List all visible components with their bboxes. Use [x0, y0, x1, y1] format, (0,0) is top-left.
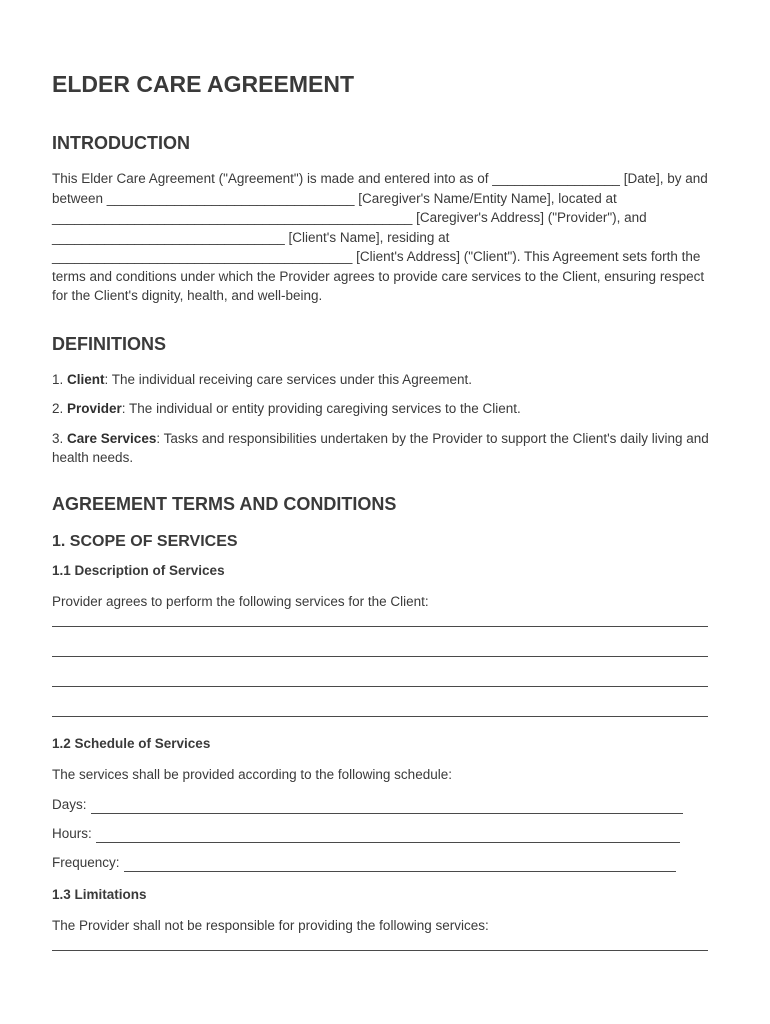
definition-text: : The individual or entity providing caregiving services to the Client.	[121, 401, 521, 416]
frequency-row	[52, 853, 712, 872]
limitations-blank-line-1[interactable]	[52, 949, 708, 951]
terms-heading: AGREEMENT TERMS AND CONDITIONS	[52, 493, 397, 514]
frequency-field[interactable]	[124, 857, 676, 872]
frequency-label: Frequency:	[52, 854, 120, 870]
scope-heading: 1. SCOPE OF SERVICES	[52, 532, 238, 550]
days-label: Days:	[52, 796, 87, 812]
definition-item	[52, 370, 712, 390]
limitations-text: The Provider shall not be responsible for providing the following services:	[52, 917, 489, 933]
document-title: ELDER CARE AGREEMENT	[52, 71, 354, 97]
limitations-heading: 1.3 Limitations	[52, 886, 147, 902]
description-blank-line-4[interactable]	[52, 715, 708, 717]
description-blank-line-3[interactable]	[52, 685, 708, 687]
hours-label: Hours:	[52, 825, 92, 841]
days-field[interactable]	[91, 799, 683, 814]
definition-number: 3.	[52, 430, 68, 446]
description-blank-line-2[interactable]	[52, 655, 708, 657]
introduction-paragraph: This Elder Care Agreement ("Agreement") is made and entered into as of _________________ [Date], by and between _________________________________ [Caregiver's Name/Entity Name], located at ________________________________________________ [Caregiver's Address] ("Provider"), and _______________________________ [Client's Name], residing at ________________________________________ [Client's Address] ("Client"). This Agreement sets forth the terms and conditions under which the Provider agrees to provide care services to the Client, ensuring respect for the Client's dignity, health, and well-being.	[52, 171, 708, 303]
days-row	[52, 795, 712, 814]
description-text: Provider agrees to perform the following services for the Client:	[52, 593, 429, 609]
definitions-heading: DEFINITIONS	[52, 333, 167, 354]
definition-item	[52, 399, 712, 419]
definition-term: Care Services	[67, 430, 157, 446]
hours-row	[52, 824, 712, 843]
description-blank-line-1[interactable]	[52, 625, 708, 627]
definitions-list	[52, 370, 712, 468]
schedule-heading: 1.2 Schedule of Services	[52, 736, 211, 751]
hours-field[interactable]	[96, 828, 680, 843]
introduction-heading: INTRODUCTION	[52, 133, 190, 153]
definition-term: Client	[67, 371, 105, 387]
definition-term: Provider	[67, 401, 122, 416]
definition-number: 2.	[52, 401, 68, 416]
definition-item	[52, 429, 712, 468]
definition-number: 1.	[52, 371, 68, 387]
definition-text: : Tasks and responsibilities undertaken by the Provider to support the Client's daily living and health needs.	[52, 430, 709, 465]
definition-text: : The individual receiving care services under this Agreement.	[104, 371, 472, 387]
description-heading: 1.1 Description of Services	[52, 562, 225, 578]
schedule-text: The services shall be provided according to the following schedule:	[52, 767, 452, 782]
